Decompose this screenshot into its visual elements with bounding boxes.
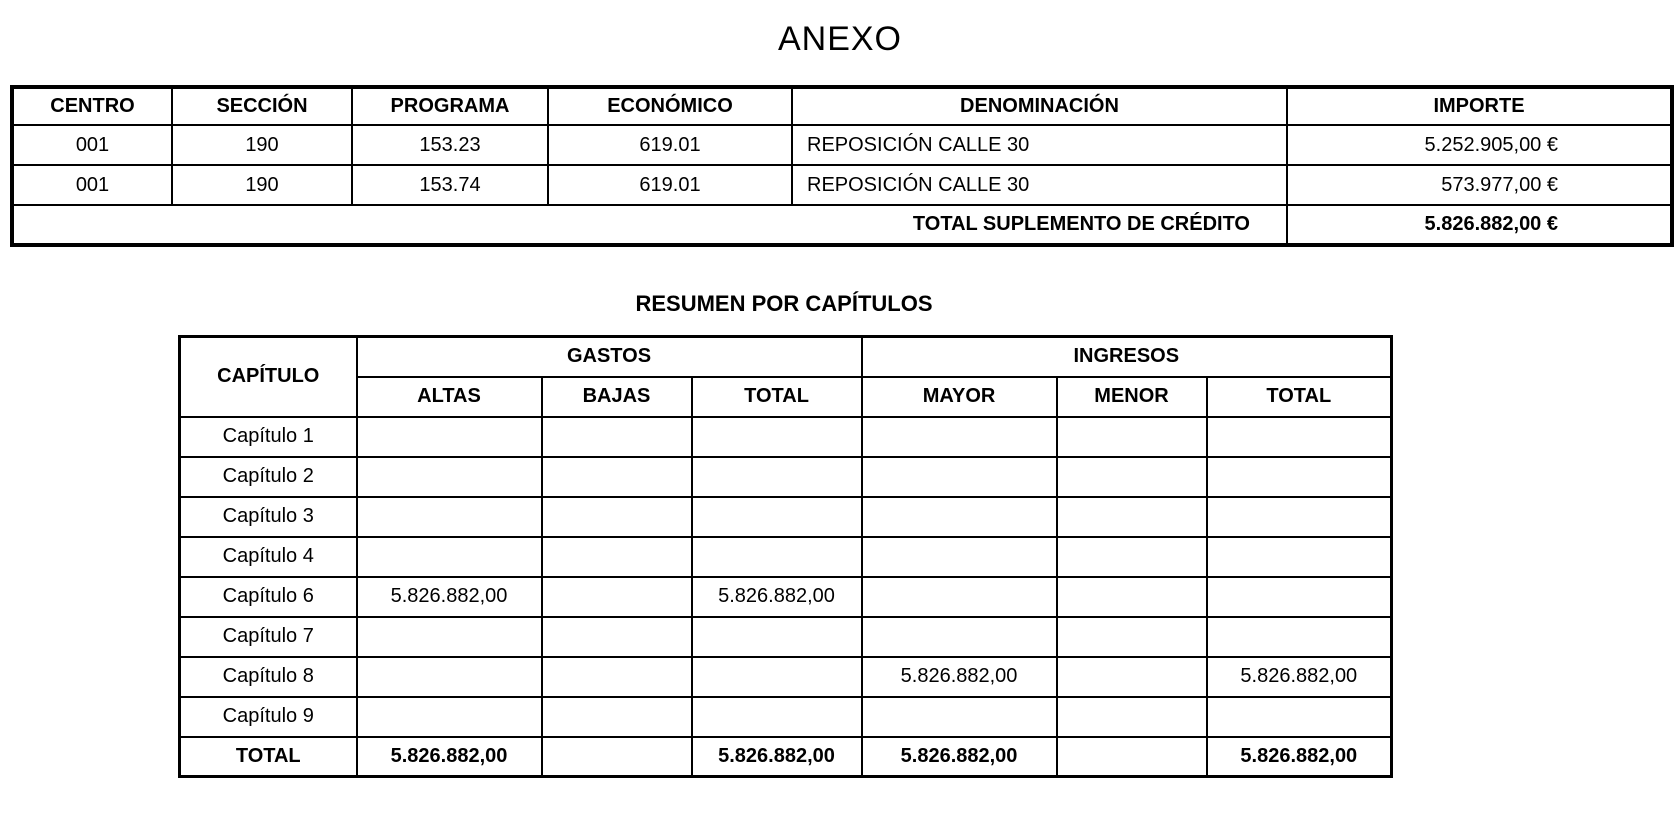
resumen-total-row — [180, 737, 1392, 777]
total-total-gastos: 5.826.882,00 — [692, 737, 862, 777]
cell-altas — [357, 617, 542, 657]
cell-centro: 001 — [12, 125, 172, 165]
anexo-header-row — [12, 87, 1672, 125]
capitulo-label: Capítulo 3 — [180, 497, 357, 537]
cell-mayor — [862, 697, 1057, 737]
cell-total-gastos — [692, 417, 862, 457]
cell-bajas — [542, 537, 692, 577]
cell-total-ingresos: 5.826.882,00 — [1207, 657, 1392, 697]
col-header-centro: CENTRO — [12, 87, 172, 125]
cell-economico: 619.01 — [548, 125, 792, 165]
cell-menor — [1057, 577, 1207, 617]
cell-altas — [357, 457, 542, 497]
col-header-total-gastos: TOTAL — [692, 377, 862, 417]
capitulo-label: Capítulo 8 — [180, 657, 357, 697]
cell-menor — [1057, 497, 1207, 537]
group-header-ingresos: INGRESOS — [862, 337, 1392, 377]
cell-total-ingresos — [1207, 417, 1392, 457]
cell-altas — [357, 697, 542, 737]
cell-altas — [357, 657, 542, 697]
cell-total-ingresos — [1207, 577, 1392, 617]
capitulo-label: Capítulo 1 — [180, 417, 357, 457]
total-menor — [1057, 737, 1207, 777]
cell-bajas — [542, 657, 692, 697]
cell-menor — [1057, 617, 1207, 657]
cell-bajas — [542, 417, 692, 457]
cell-total-gastos — [692, 697, 862, 737]
cell-mayor — [862, 497, 1057, 537]
cell-mayor — [862, 537, 1057, 577]
table-row — [180, 537, 1392, 577]
cell-total-gastos — [692, 537, 862, 577]
group-header-gastos: GASTOS — [357, 337, 862, 377]
capitulo-label: Capítulo 4 — [180, 537, 357, 577]
capitulo-label: Capítulo 7 — [180, 617, 357, 657]
total-total-ingresos: 5.826.882,00 — [1207, 737, 1392, 777]
cell-mayor — [862, 457, 1057, 497]
cell-total-gastos — [692, 617, 862, 657]
cell-bajas — [542, 577, 692, 617]
cell-mayor — [862, 577, 1057, 617]
cell-menor — [1057, 657, 1207, 697]
resumen-header-row-groups — [180, 337, 1392, 377]
cell-total-gastos — [692, 657, 862, 697]
capitulo-label: Capítulo 2 — [180, 457, 357, 497]
cell-economico: 619.01 — [548, 165, 792, 205]
table-row — [12, 165, 1672, 205]
cell-centro: 001 — [12, 165, 172, 205]
cell-bajas — [542, 457, 692, 497]
cell-mayor — [862, 617, 1057, 657]
col-header-importe: IMPORTE — [1287, 87, 1672, 125]
col-header-mayor: MAYOR — [862, 377, 1057, 417]
resumen-table — [178, 335, 1393, 778]
cell-importe: 573.977,00 € — [1287, 165, 1672, 205]
table-row — [180, 497, 1392, 537]
table-row — [180, 697, 1392, 737]
page-title: ANEXO — [777, 20, 903, 58]
cell-total-ingresos — [1207, 457, 1392, 497]
col-header-programa: PROGRAMA — [352, 87, 548, 125]
cell-total-ingresos — [1207, 617, 1392, 657]
cell-total-ingresos — [1207, 497, 1392, 537]
cell-total-gastos: 5.826.882,00 — [692, 577, 862, 617]
cell-mayor — [862, 417, 1057, 457]
col-header-denominacion: DENOMINACIÓN — [792, 87, 1287, 125]
capitulo-label: Capítulo 9 — [180, 697, 357, 737]
cell-bajas — [542, 497, 692, 537]
cell-denominacion: REPOSICIÓN CALLE 30 — [792, 165, 1287, 205]
cell-denominacion: REPOSICIÓN CALLE 30 — [792, 125, 1287, 165]
table-row — [180, 657, 1392, 697]
table-row — [180, 417, 1392, 457]
total-label: TOTAL — [180, 737, 357, 777]
cell-programa: 153.74 — [352, 165, 548, 205]
col-header-capitulo: CAPÍTULO — [180, 337, 357, 417]
resumen-title: RESUMEN POR CAPÍTULOS — [635, 291, 933, 316]
cell-seccion: 190 — [172, 125, 352, 165]
cell-menor — [1057, 417, 1207, 457]
col-header-total-ingresos: TOTAL — [1207, 377, 1392, 417]
cell-menor — [1057, 537, 1207, 577]
total-value: 5.826.882,00 € — [1287, 205, 1672, 245]
table-row — [12, 125, 1672, 165]
cell-total-gastos — [692, 497, 862, 537]
capitulo-label: Capítulo 6 — [180, 577, 357, 617]
cell-altas — [357, 537, 542, 577]
total-label: TOTAL SUPLEMENTO DE CRÉDITO — [12, 205, 1287, 245]
cell-importe: 5.252.905,00 € — [1287, 125, 1672, 165]
resumen-header-row-sub — [180, 377, 1392, 417]
cell-bajas — [542, 617, 692, 657]
cell-altas — [357, 497, 542, 537]
cell-total-ingresos — [1207, 537, 1392, 577]
anexo-total-row — [12, 205, 1672, 245]
cell-bajas — [542, 697, 692, 737]
col-header-economico: ECONÓMICO — [548, 87, 792, 125]
col-header-menor: MENOR — [1057, 377, 1207, 417]
cell-total-gastos — [692, 457, 862, 497]
table-row — [180, 617, 1392, 657]
total-bajas — [542, 737, 692, 777]
col-header-altas: ALTAS — [357, 377, 542, 417]
table-row — [180, 577, 1392, 617]
total-altas: 5.826.882,00 — [357, 737, 542, 777]
table-row — [180, 457, 1392, 497]
col-header-seccion: SECCIÓN — [172, 87, 352, 125]
total-mayor: 5.826.882,00 — [862, 737, 1057, 777]
col-header-bajas: BAJAS — [542, 377, 692, 417]
cell-seccion: 190 — [172, 165, 352, 205]
cell-total-ingresos — [1207, 697, 1392, 737]
cell-altas — [357, 417, 542, 457]
cell-mayor: 5.826.882,00 — [862, 657, 1057, 697]
anexo-table — [10, 85, 1674, 247]
cell-altas: 5.826.882,00 — [357, 577, 542, 617]
cell-programa: 153.23 — [352, 125, 548, 165]
cell-menor — [1057, 457, 1207, 497]
cell-menor — [1057, 697, 1207, 737]
